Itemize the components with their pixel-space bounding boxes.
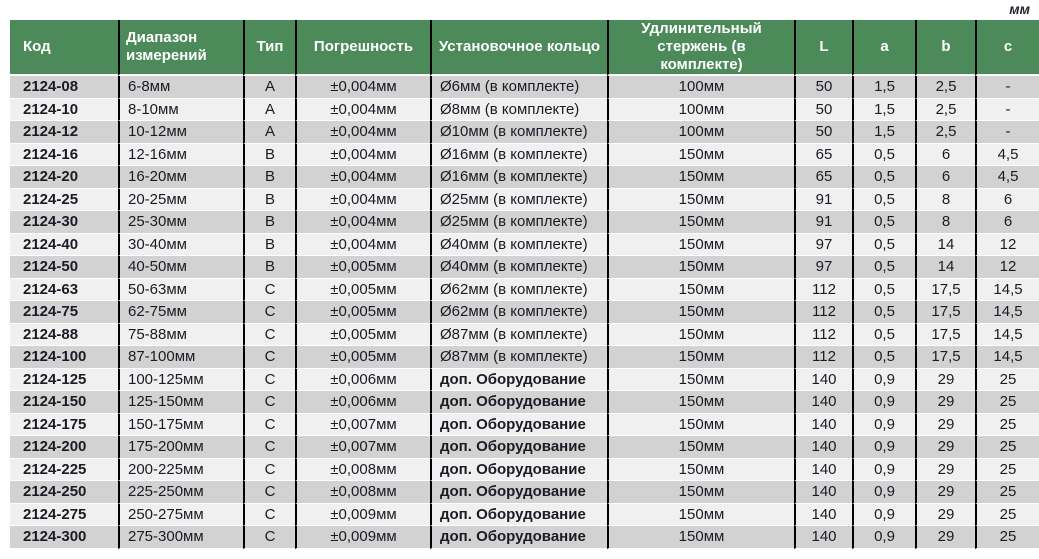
cell-b: 14 — [915, 234, 975, 257]
cell-L: 140 — [794, 369, 852, 392]
cell-b: 2,5 — [915, 99, 975, 122]
cell-a: 1,5 — [852, 121, 915, 144]
cell-c: 14,5 — [975, 279, 1039, 302]
cell-L: 140 — [794, 526, 852, 549]
cell-b: 17,5 — [915, 346, 975, 369]
table-row — [10, 504, 1039, 527]
cell-b: 8 — [915, 189, 975, 212]
cell-type: B — [243, 144, 295, 167]
cell-c: 14,5 — [975, 301, 1039, 324]
cell-setting-ring: Ø8мм (в комплекте) — [430, 99, 607, 122]
cell-L: 112 — [794, 346, 852, 369]
cell-b: 17,5 — [915, 324, 975, 347]
cell-a: 0,9 — [852, 459, 915, 482]
cell-type: A — [243, 99, 295, 122]
cell-code: 2124-100 — [10, 346, 118, 369]
cell-range: 200-225мм — [118, 459, 243, 482]
table-row — [10, 121, 1039, 144]
cell-b: 29 — [915, 504, 975, 527]
cell-code: 2124-150 — [10, 391, 118, 414]
table-row — [10, 189, 1039, 212]
table-row — [10, 301, 1039, 324]
cell-c: 25 — [975, 369, 1039, 392]
cell-setting-ring: доп. Оборудование — [430, 391, 607, 414]
cell-range: 250-275мм — [118, 504, 243, 527]
cell-a: 0,9 — [852, 526, 915, 549]
cell-b: 29 — [915, 481, 975, 504]
cell-range: 16-20мм — [118, 166, 243, 189]
cell-accuracy: ±0,009мм — [295, 526, 430, 549]
cell-code: 2124-25 — [10, 189, 118, 212]
cell-L: 91 — [794, 189, 852, 212]
cell-range: 12-16мм — [118, 144, 243, 167]
cell-range: 20-25мм — [118, 189, 243, 212]
cell-accuracy: ±0,005мм — [295, 279, 430, 302]
table-row — [10, 144, 1039, 167]
cell-accuracy: ±0,007мм — [295, 414, 430, 437]
cell-L: 140 — [794, 481, 852, 504]
cell-c: 4,5 — [975, 166, 1039, 189]
cell-range: 25-30мм — [118, 211, 243, 234]
cell-b: 17,5 — [915, 301, 975, 324]
cell-extension-rod: 150мм — [607, 459, 794, 482]
cell-range: 75-88мм — [118, 324, 243, 347]
cell-b: 14 — [915, 256, 975, 279]
table-row — [10, 526, 1039, 549]
cell-c: 6 — [975, 211, 1039, 234]
cell-range: 40-50мм — [118, 256, 243, 279]
cell-c: - — [975, 99, 1039, 122]
cell-extension-rod: 150мм — [607, 346, 794, 369]
cell-code: 2124-88 — [10, 324, 118, 347]
table-row — [10, 369, 1039, 392]
cell-b: 17,5 — [915, 279, 975, 302]
cell-range: 50-63мм — [118, 279, 243, 302]
table-row — [10, 481, 1039, 504]
cell-setting-ring: Ø40мм (в комплекте) — [430, 234, 607, 257]
cell-code: 2124-20 — [10, 166, 118, 189]
cell-range: 175-200мм — [118, 436, 243, 459]
cell-range: 87-100мм — [118, 346, 243, 369]
cell-extension-rod: 150мм — [607, 504, 794, 527]
cell-extension-rod: 150мм — [607, 526, 794, 549]
cell-b: 29 — [915, 391, 975, 414]
column-header-code: Код — [10, 20, 118, 76]
cell-type: C — [243, 481, 295, 504]
cell-a: 0,5 — [852, 301, 915, 324]
cell-a: 0,5 — [852, 234, 915, 257]
cell-a: 0,5 — [852, 256, 915, 279]
table-row — [10, 324, 1039, 347]
cell-extension-rod: 150мм — [607, 166, 794, 189]
table-row — [10, 346, 1039, 369]
table-row — [10, 166, 1039, 189]
cell-range: 150-175мм — [118, 414, 243, 437]
cell-range: 62-75мм — [118, 301, 243, 324]
table-row — [10, 459, 1039, 482]
column-header-type: Тип — [243, 20, 295, 76]
cell-a: 0,9 — [852, 504, 915, 527]
cell-setting-ring: Ø87мм (в комплекте) — [430, 324, 607, 347]
table-row — [10, 234, 1039, 257]
cell-L: 50 — [794, 121, 852, 144]
cell-b: 29 — [915, 414, 975, 437]
cell-type: A — [243, 76, 295, 99]
cell-c: 12 — [975, 256, 1039, 279]
cell-range: 10-12мм — [118, 121, 243, 144]
cell-a: 0,5 — [852, 189, 915, 212]
cell-code: 2124-175 — [10, 414, 118, 437]
cell-extension-rod: 150мм — [607, 481, 794, 504]
table-row — [10, 76, 1039, 99]
cell-L: 50 — [794, 99, 852, 122]
cell-c: 25 — [975, 436, 1039, 459]
table-row — [10, 279, 1039, 302]
cell-a: 1,5 — [852, 99, 915, 122]
cell-code: 2124-250 — [10, 481, 118, 504]
cell-L: 140 — [794, 504, 852, 527]
cell-extension-rod: 150мм — [607, 189, 794, 212]
cell-setting-ring: Ø62мм (в комплекте) — [430, 279, 607, 302]
cell-extension-rod: 150мм — [607, 436, 794, 459]
cell-type: C — [243, 414, 295, 437]
cell-setting-ring: Ø10мм (в комплекте) — [430, 121, 607, 144]
cell-setting-ring: Ø25мм (в комплекте) — [430, 211, 607, 234]
cell-accuracy: ±0,009мм — [295, 504, 430, 527]
cell-L: 140 — [794, 391, 852, 414]
cell-type: C — [243, 279, 295, 302]
cell-c: 14,5 — [975, 324, 1039, 347]
cell-range: 8-10мм — [118, 99, 243, 122]
cell-range: 225-250мм — [118, 481, 243, 504]
cell-extension-rod: 150мм — [607, 279, 794, 302]
cell-accuracy: ±0,005мм — [295, 346, 430, 369]
cell-setting-ring: Ø87мм (в комплекте) — [430, 346, 607, 369]
cell-accuracy: ±0,004мм — [295, 144, 430, 167]
cell-L: 140 — [794, 436, 852, 459]
cell-setting-ring: Ø16мм (в комплекте) — [430, 144, 607, 167]
cell-b: 29 — [915, 526, 975, 549]
cell-extension-rod: 150мм — [607, 414, 794, 437]
cell-range: 125-150мм — [118, 391, 243, 414]
cell-L: 112 — [794, 301, 852, 324]
cell-accuracy: ±0,004мм — [295, 211, 430, 234]
cell-c: 25 — [975, 391, 1039, 414]
cell-type: C — [243, 324, 295, 347]
cell-type: C — [243, 369, 295, 392]
cell-code: 2124-30 — [10, 211, 118, 234]
cell-accuracy: ±0,006мм — [295, 369, 430, 392]
cell-accuracy: ±0,004мм — [295, 234, 430, 257]
cell-accuracy: ±0,004мм — [295, 189, 430, 212]
table-row — [10, 211, 1039, 234]
cell-accuracy: ±0,004мм — [295, 166, 430, 189]
table-row — [10, 436, 1039, 459]
cell-code: 2124-10 — [10, 99, 118, 122]
cell-accuracy: ±0,004мм — [295, 121, 430, 144]
cell-type: B — [243, 234, 295, 257]
cell-L: 112 — [794, 324, 852, 347]
cell-setting-ring: доп. Оборудование — [430, 369, 607, 392]
cell-setting-ring: доп. Оборудование — [430, 526, 607, 549]
cell-range: 30-40мм — [118, 234, 243, 257]
cell-accuracy: ±0,008мм — [295, 481, 430, 504]
cell-accuracy: ±0,005мм — [295, 301, 430, 324]
cell-L: 140 — [794, 414, 852, 437]
cell-c: 12 — [975, 234, 1039, 257]
cell-accuracy: ±0,004мм — [295, 99, 430, 122]
cell-type: B — [243, 256, 295, 279]
cell-code: 2124-63 — [10, 279, 118, 302]
column-header-accuracy: Погрешность — [295, 20, 430, 76]
cell-b: 6 — [915, 144, 975, 167]
cell-range: 100-125мм — [118, 369, 243, 392]
table-body — [10, 76, 1039, 549]
cell-code: 2124-08 — [10, 76, 118, 99]
cell-type: C — [243, 346, 295, 369]
cell-a: 0,5 — [852, 346, 915, 369]
cell-type: C — [243, 504, 295, 527]
cell-type: B — [243, 189, 295, 212]
cell-c: - — [975, 121, 1039, 144]
cell-setting-ring: доп. Оборудование — [430, 504, 607, 527]
cell-setting-ring: Ø25мм (в комплекте) — [430, 189, 607, 212]
cell-setting-ring: Ø6мм (в комплекте) — [430, 76, 607, 99]
column-header-extension-rod: Удлинительный стержень (в комплекте) — [607, 20, 794, 76]
cell-a: 0,9 — [852, 414, 915, 437]
cell-code: 2124-75 — [10, 301, 118, 324]
cell-c: 4,5 — [975, 144, 1039, 167]
cell-code: 2124-300 — [10, 526, 118, 549]
cell-type: C — [243, 459, 295, 482]
table-header — [10, 20, 1039, 76]
cell-setting-ring: Ø40мм (в комплекте) — [430, 256, 607, 279]
table-row — [10, 99, 1039, 122]
cell-code: 2124-16 — [10, 144, 118, 167]
cell-type: C — [243, 391, 295, 414]
cell-type: B — [243, 166, 295, 189]
cell-c: 25 — [975, 459, 1039, 482]
cell-a: 0,5 — [852, 144, 915, 167]
cell-extension-rod: 150мм — [607, 324, 794, 347]
column-header-a: a — [852, 20, 915, 76]
cell-accuracy: ±0,005мм — [295, 256, 430, 279]
cell-setting-ring: доп. Оборудование — [430, 436, 607, 459]
cell-extension-rod: 150мм — [607, 211, 794, 234]
cell-setting-ring: доп. Оборудование — [430, 481, 607, 504]
cell-c: - — [975, 76, 1039, 99]
unit-label: мм — [1009, 1, 1030, 17]
cell-extension-rod: 150мм — [607, 301, 794, 324]
cell-code: 2124-125 — [10, 369, 118, 392]
cell-c: 25 — [975, 414, 1039, 437]
cell-setting-ring: доп. Оборудование — [430, 414, 607, 437]
cell-code: 2124-225 — [10, 459, 118, 482]
cell-c: 25 — [975, 526, 1039, 549]
cell-accuracy: ±0,007мм — [295, 436, 430, 459]
column-header-c: c — [975, 20, 1039, 76]
cell-accuracy: ±0,005мм — [295, 324, 430, 347]
column-header-setting-ring: Установочное кольцо — [430, 20, 607, 76]
table-row — [10, 414, 1039, 437]
cell-extension-rod: 150мм — [607, 369, 794, 392]
cell-L: 97 — [794, 256, 852, 279]
cell-extension-rod: 100мм — [607, 99, 794, 122]
cell-L: 65 — [794, 166, 852, 189]
column-header-L: L — [794, 20, 852, 76]
cell-c: 25 — [975, 481, 1039, 504]
cell-setting-ring: доп. Оборудование — [430, 459, 607, 482]
cell-b: 2,5 — [915, 121, 975, 144]
column-header-range: Диапазон измерений — [118, 20, 243, 76]
cell-b: 29 — [915, 459, 975, 482]
cell-range: 6-8мм — [118, 76, 243, 99]
cell-accuracy: ±0,004мм — [295, 76, 430, 99]
cell-a: 0,9 — [852, 391, 915, 414]
cell-a: 0,9 — [852, 369, 915, 392]
cell-L: 65 — [794, 144, 852, 167]
cell-L: 91 — [794, 211, 852, 234]
cell-c: 6 — [975, 189, 1039, 212]
cell-c: 25 — [975, 504, 1039, 527]
cell-type: C — [243, 301, 295, 324]
cell-code: 2124-200 — [10, 436, 118, 459]
cell-type: B — [243, 211, 295, 234]
cell-L: 112 — [794, 279, 852, 302]
cell-setting-ring: Ø16мм (в комплекте) — [430, 166, 607, 189]
cell-accuracy: ±0,006мм — [295, 391, 430, 414]
cell-b: 29 — [915, 369, 975, 392]
cell-extension-rod: 100мм — [607, 76, 794, 99]
cell-a: 0,5 — [852, 166, 915, 189]
cell-extension-rod: 150мм — [607, 144, 794, 167]
cell-a: 0,5 — [852, 324, 915, 347]
cell-b: 6 — [915, 166, 975, 189]
product-spec-table — [10, 20, 1039, 549]
column-header-b: b — [915, 20, 975, 76]
cell-code: 2124-275 — [10, 504, 118, 527]
table-row — [10, 256, 1039, 279]
cell-b: 8 — [915, 211, 975, 234]
table-header-row — [10, 20, 1039, 76]
cell-a: 0,9 — [852, 481, 915, 504]
cell-a: 1,5 — [852, 76, 915, 99]
cell-L: 97 — [794, 234, 852, 257]
cell-accuracy: ±0,008мм — [295, 459, 430, 482]
cell-c: 14,5 — [975, 346, 1039, 369]
cell-code: 2124-50 — [10, 256, 118, 279]
cell-type: C — [243, 436, 295, 459]
cell-a: 0,5 — [852, 279, 915, 302]
cell-b: 2,5 — [915, 76, 975, 99]
cell-range: 275-300мм — [118, 526, 243, 549]
cell-extension-rod: 150мм — [607, 256, 794, 279]
cell-type: C — [243, 526, 295, 549]
cell-extension-rod: 150мм — [607, 234, 794, 257]
cell-b: 29 — [915, 436, 975, 459]
cell-L: 140 — [794, 459, 852, 482]
cell-a: 0,9 — [852, 436, 915, 459]
cell-code: 2124-12 — [10, 121, 118, 144]
table-row — [10, 391, 1039, 414]
cell-extension-rod: 100мм — [607, 121, 794, 144]
cell-extension-rod: 150мм — [607, 391, 794, 414]
cell-a: 0,5 — [852, 211, 915, 234]
cell-L: 50 — [794, 76, 852, 99]
cell-type: A — [243, 121, 295, 144]
cell-code: 2124-40 — [10, 234, 118, 257]
cell-setting-ring: Ø62мм (в комплекте) — [430, 301, 607, 324]
